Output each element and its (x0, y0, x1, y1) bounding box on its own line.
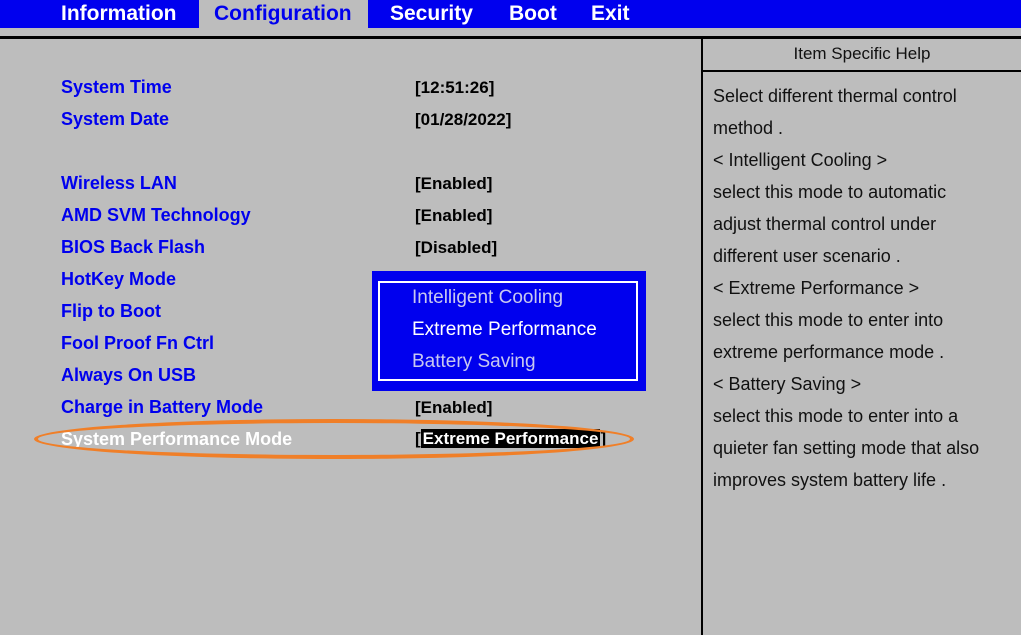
highlight-ring (34, 419, 634, 459)
bios-back-flash-value[interactable]: [Disabled] (415, 238, 498, 257)
option-battery-saving[interactable]: Battery Saving (412, 351, 536, 372)
help-line: select this mode to automatic (713, 182, 947, 202)
help-line: different user scenario . (713, 246, 901, 266)
wireless-lan-label[interactable]: Wireless LAN (61, 173, 177, 193)
help-panel-divider (701, 39, 703, 635)
help-line: select this mode to enter into a (713, 406, 959, 426)
options-popup (372, 271, 646, 391)
system-time-label[interactable]: System Time (61, 77, 172, 97)
amd-svm-value[interactable]: [Enabled] (415, 206, 493, 225)
tab-security[interactable]: Security (390, 2, 473, 25)
charge-battery-mode-value[interactable]: [Enabled] (415, 398, 493, 417)
help-line: < Battery Saving > (713, 374, 862, 394)
amd-svm-label[interactable]: AMD SVM Technology (61, 205, 251, 225)
hotkey-mode-label[interactable]: HotKey Mode (61, 269, 177, 289)
wireless-lan-value[interactable]: [Enabled] (415, 174, 493, 193)
tab-boot[interactable]: Boot (509, 2, 557, 25)
help-line: improves system battery life . (713, 470, 947, 490)
system-performance-mode-label[interactable]: System Performance Mode (61, 429, 293, 449)
help-line: quieter fan setting mode that also (713, 438, 980, 458)
help-line: < Intelligent Cooling > (713, 150, 888, 170)
tab-exit[interactable]: Exit (591, 2, 630, 25)
help-line: method . (713, 118, 784, 138)
system-time-value[interactable]: [12:51:26] (415, 78, 495, 97)
option-intelligent-cooling[interactable]: Intelligent Cooling (412, 287, 564, 308)
help-line: select this mode to enter into (713, 310, 944, 330)
tab-configuration[interactable]: Configuration (199, 0, 368, 28)
help-title-divider (703, 70, 1021, 72)
bios-back-flash-label[interactable]: BIOS Back Flash (61, 237, 206, 257)
help-line: extreme performance mode . (713, 342, 945, 362)
always-on-usb-label[interactable]: Always On USB (61, 365, 197, 385)
tab-information[interactable]: Information (61, 2, 177, 25)
fool-proof-fn-ctrl-label[interactable]: Fool Proof Fn Ctrl (61, 333, 214, 353)
header-divider (0, 36, 1021, 39)
help-line: adjust thermal control under (713, 214, 937, 234)
help-title: Item Specific Help (793, 44, 931, 63)
help-line: Select different thermal control (713, 86, 957, 106)
selected-value-highlight: Extreme Performance (422, 429, 599, 448)
value-close-bracket: ] (600, 429, 607, 448)
value-open-bracket: [ (415, 429, 421, 448)
charge-battery-mode-label[interactable]: Charge in Battery Mode (61, 397, 264, 417)
options-popup-frame (378, 281, 638, 381)
option-extreme-performance[interactable]: Extreme Performance (412, 319, 597, 340)
flip-to-boot-label[interactable]: Flip to Boot (61, 301, 161, 321)
system-date-value[interactable]: [01/28/2022] (415, 110, 512, 129)
system-date-label[interactable]: System Date (61, 109, 170, 129)
help-line: < Extreme Performance > (713, 278, 920, 298)
menu-bar (0, 0, 1021, 28)
